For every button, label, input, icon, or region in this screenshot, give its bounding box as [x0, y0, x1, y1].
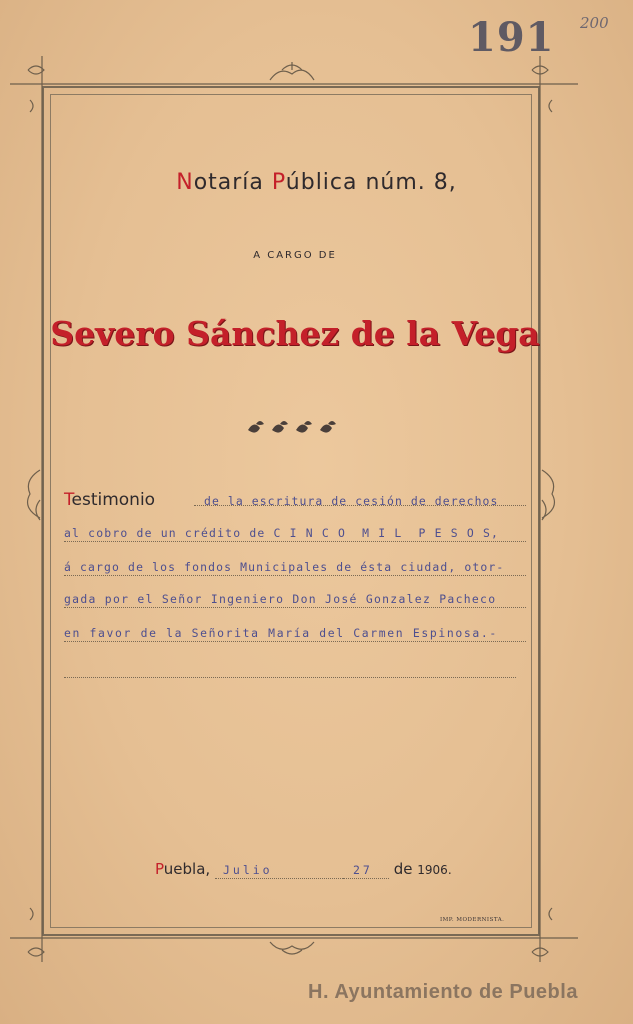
testimonio-line: gada por el Señor Ingeniero Don José Gonzalez Pacheco — [64, 592, 526, 610]
date-month: Julio — [222, 863, 273, 877]
notary-name: Severo Sánchez de la Vega — [50, 314, 540, 353]
date-year: 1906. — [417, 863, 452, 877]
stamp-number: 191 — [468, 14, 555, 61]
folio-number: 200 — [580, 14, 609, 32]
a-cargo-de-label: A CARGO DE — [253, 250, 337, 261]
testimonio-line: á cargo de los fondos Municipales de ésta ciudad, otor- — [64, 560, 526, 578]
printer-mark: IMP. MODERNISTA. — [440, 917, 505, 923]
testimonio-line: Testimonio de la escritura de cesión de derechos — [64, 490, 526, 508]
fleuron-ornament-icon — [244, 418, 340, 438]
testimonio-line: al cobro de un crédito de C I N C O M I L P E S O S, — [64, 526, 526, 544]
notaria-heading: Notaría Pública núm. 8, — [176, 170, 457, 195]
blank-dotted-line — [64, 677, 516, 678]
archive-watermark: H. Ayuntamiento de Puebla — [308, 981, 578, 1003]
testimonio-line: en favor de la Señorita María del Carmen Espinosa.- — [64, 626, 526, 644]
date-day: 27 — [352, 863, 373, 877]
place-date-line: Puebla, Julio 27 de 1906. — [155, 860, 452, 878]
